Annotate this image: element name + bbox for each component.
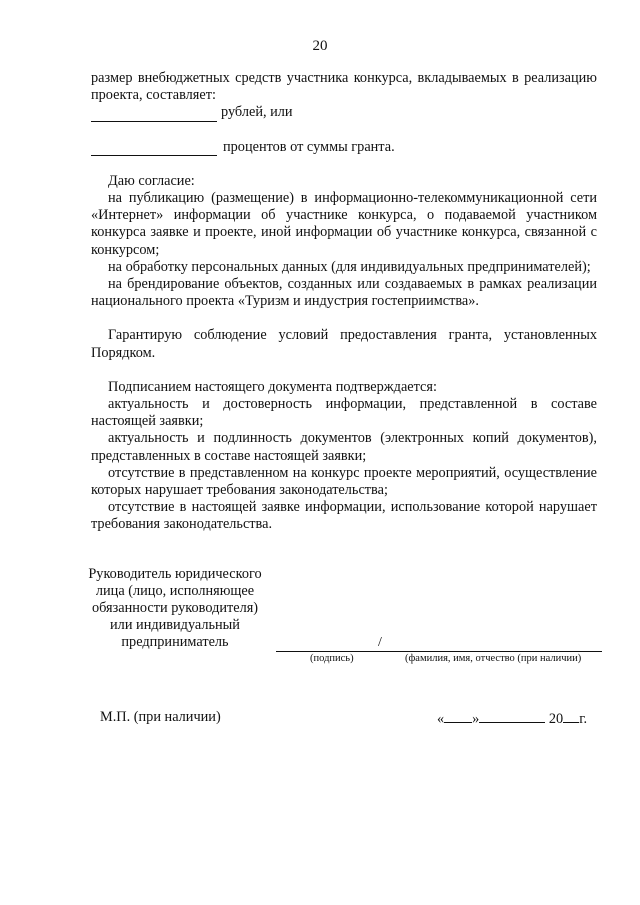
rubles-blank[interactable] [91,107,217,122]
document-body [91,70,597,534]
page-number: 20 [312,38,328,54]
date-field [437,709,587,728]
funding-intro: размер внебюджетных средств участника конкурса, вкладываемых в реализацию проекта, составляет: [91,70,597,104]
confirm-item: актуальность и достоверность информации, представленной в составе настоящей заявки; [91,396,597,430]
consent-item: на обработку персональных данных (для индивидуальных предпринимателей); [108,258,591,275]
day-blank[interactable] [444,709,472,723]
confirm-item: отсутствие в представленном на конкурс проекте мероприятий, осуществление которых нарушает требования законодательства; [91,464,597,499]
confirm-heading: Подписанием настоящего документа подтверждается: [108,378,437,395]
signer-label-line: предприниматель [121,634,229,650]
date-open-quote: « [437,711,445,727]
percent-row [91,139,597,156]
consent-heading: Даю согласие: [108,172,195,189]
signature-caption: (подпись) [310,653,354,664]
signer-label-line: лица (лицо, исполняющее [95,583,255,599]
name-caption: (фамилия, имя, отчество (при наличии) [405,653,582,664]
year-suffix: г. [579,711,588,727]
signer-label-line: Руководитель юридического [88,566,262,582]
consent-item: на публикацию (размещение) в информационно-телекоммуникационной сети «Интернет» информации об участнике конкурса, о подаваемой участником конкурса заявке и проекте, иной информации об участнике конкурса, связанной с конкурсом; [91,190,597,258]
guarantee-text: Гарантирую соблюдение условий предоставления гранта, установленных Порядком. [91,327,597,361]
signer-label-line: или индивидуальный [110,617,240,633]
year-blank[interactable] [563,709,579,723]
percent-suffix: процентов от суммы гранта. [223,138,395,155]
rubles-row [91,104,597,121]
confirm-item: отсутствие в настоящей заявке информации, использование которой нарушает требования законодательства. [91,499,597,533]
rubles-suffix: рублей, или [221,104,293,121]
month-blank[interactable] [479,709,545,723]
date-close-quote: » [472,711,480,727]
percent-blank[interactable] [91,141,217,156]
consent-item: на брендирование объектов, созданных или создаваемых в рамках реализации национального проекта «Туризм и индустрия гостеприимства». [91,276,597,310]
stamp-label: М.П. (при наличии) [100,709,221,725]
signature-slash: / [378,635,382,650]
signature-line[interactable] [276,651,602,652]
confirm-item: актуальность и подлинность документов (электронных копий документов), представленных в составе настоящей заявки; [91,430,597,464]
year-prefix: 20 [548,711,564,727]
signer-label-line: обязанности руководителя) [91,600,259,616]
